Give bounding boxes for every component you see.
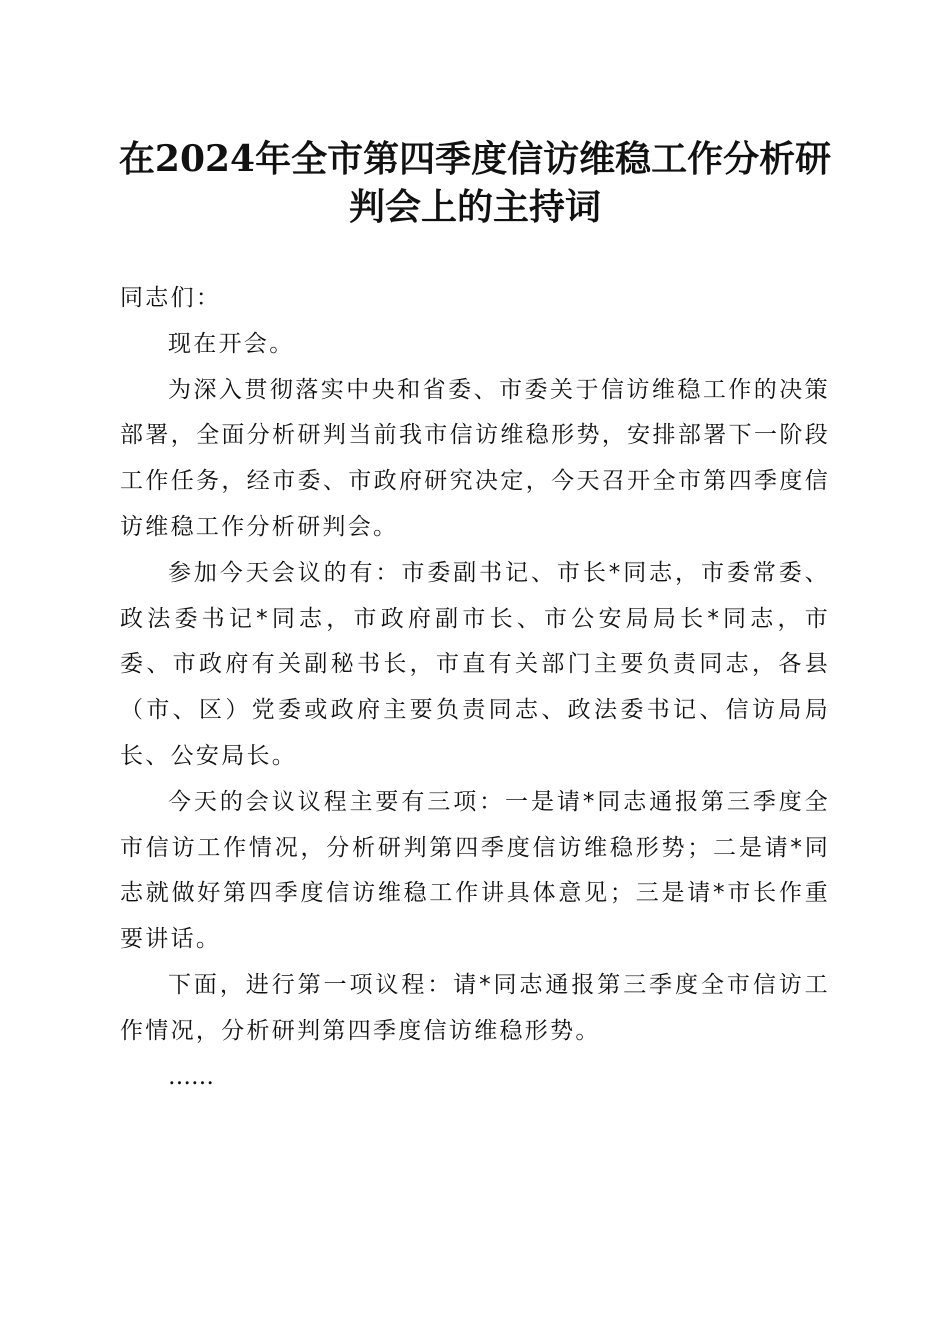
paragraph-agenda: 今天的会议议程主要有三项：一是请*同志通报第三季度全市信访工作情况，分析研判第四季度信访维稳形势；二是请*同志就做好第四季度信访维稳工作讲具体意见；三是请*市长作重要讲话。 <box>120 788 830 953</box>
paragraph-first-item: 下面，进行第一项议程：请*同志通报第三季度全市信访工作情况，分析研判第四季度信访维稳形势。 <box>120 971 830 1044</box>
salutation: 同志们： <box>120 285 222 311</box>
paragraph-attendees: 参加今天会议的有：市委副书记、市长*同志，市委常委、政法委书记*同志，市政府副市长、市公安局局长*同志，市委、市政府有关副秘书长，市直有关部门主要负责同志，各县（市、区）党委或政府主要负责同志、政法委书记、信访局局长、公安局长。 <box>120 559 830 769</box>
title-line-1: 在2024年全市第四季度信访维稳工作分析研 <box>118 138 832 180</box>
paragraph-purpose: 为深入贯彻落实中央和省委、市委关于信访维稳工作的决策部署，全面分析研判当前我市信访维稳形势，安排部署下一阶段工作任务，经市委、市政府研究决定，今天召开全市第四季度信访维稳工作分析研判会。 <box>120 376 830 540</box>
title-line-2: 判会上的主持词 <box>348 186 601 228</box>
document-title <box>100 135 850 231</box>
ellipsis: …… <box>168 1063 214 1090</box>
document-body <box>120 276 830 1100</box>
paragraph-opening: 现在开会。 <box>168 330 295 357</box>
